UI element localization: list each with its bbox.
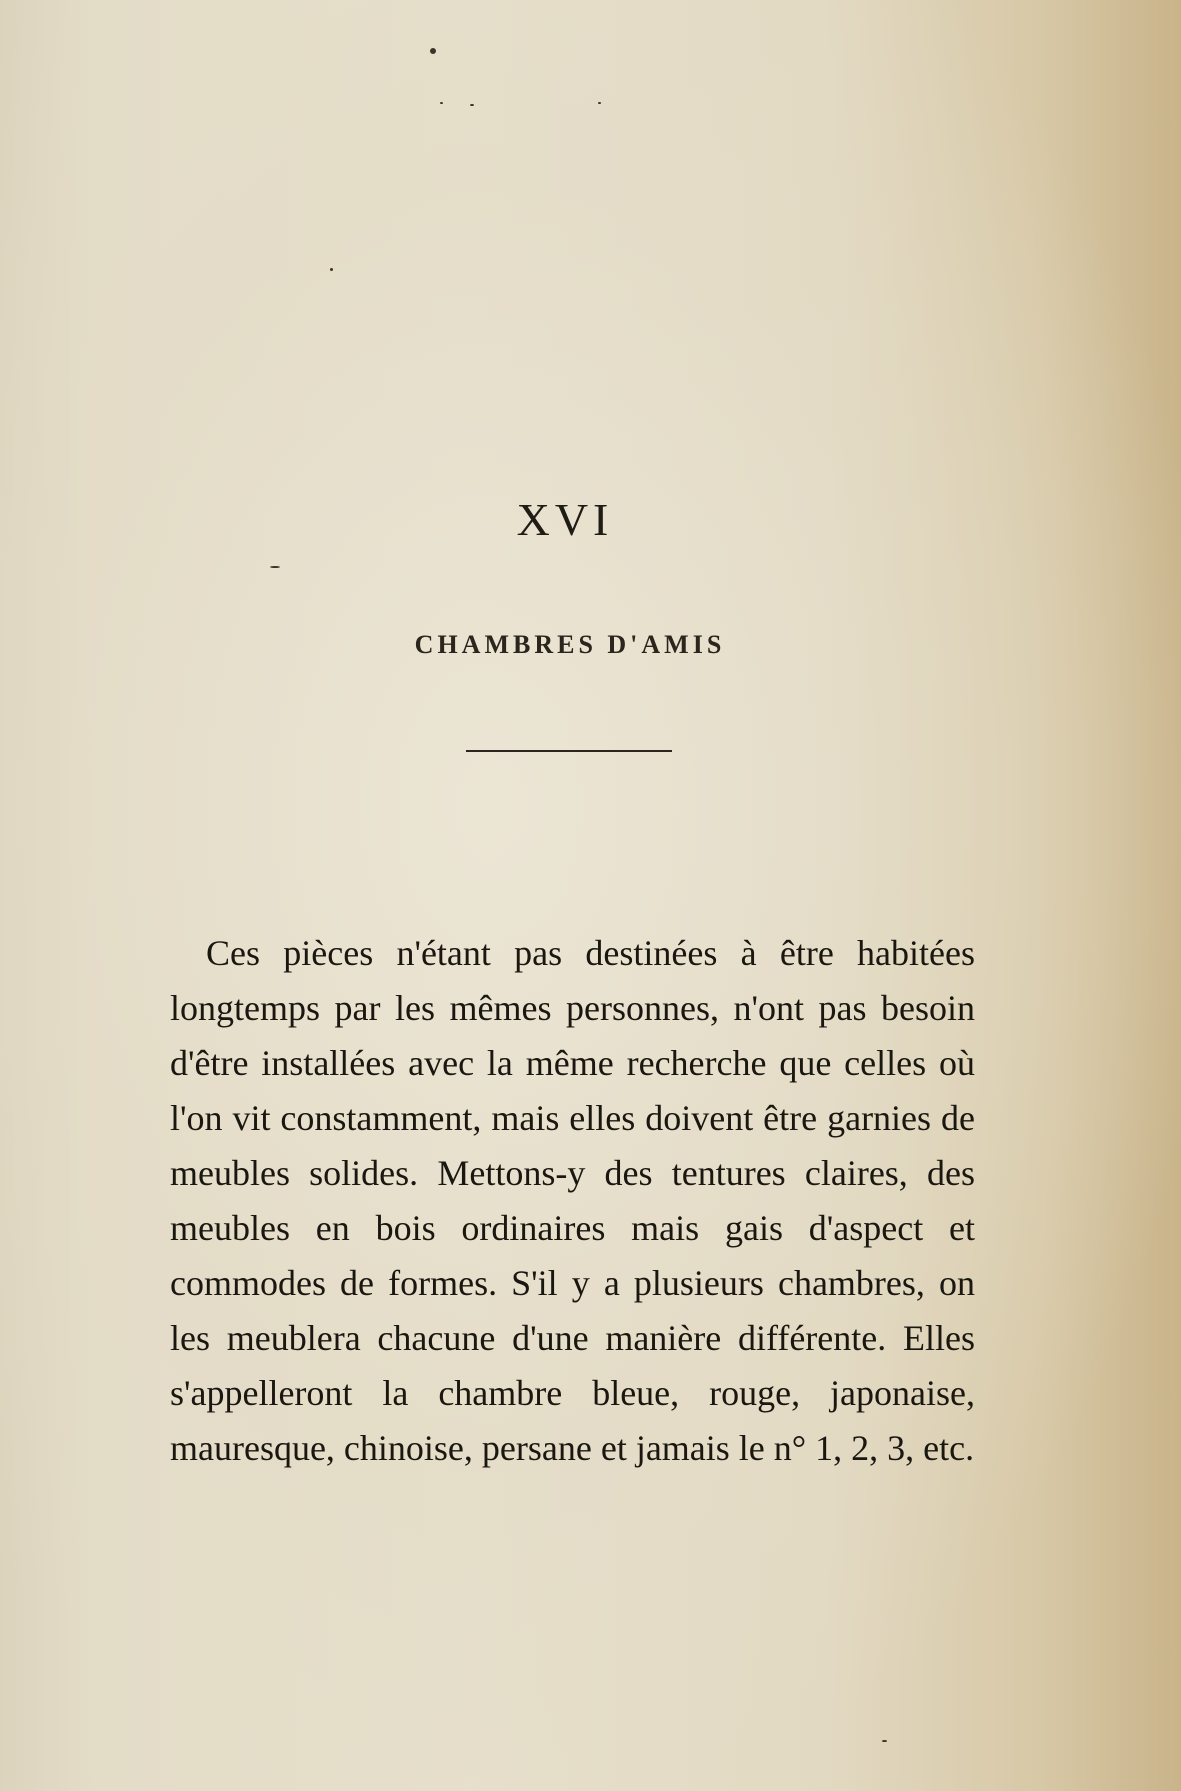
ink-speck xyxy=(330,268,333,271)
ink-speck xyxy=(470,104,474,106)
ink-speck xyxy=(270,566,280,568)
title-divider xyxy=(466,750,672,752)
chapter-title: CHAMBRES D'AMIS xyxy=(414,629,726,659)
body-paragraph: Ces pièces n'étant pas destinées à être habitées longtemps par les mêmes personnes, n'ont pas besoin d'être installées avec la même recherche que celles où l'on vit constamment, mais elles doivent être garnies de meubles solides. Mettons-y des tentures claires, des meubles en bois ordinaires mais gais d'aspect et commodes de formes. S'il y a plusieurs chambres, on les meublera chacune d'une manière différente. Elles s'appelleront la chambre bleue, rouge, japonaise, mauresque, chinoise, persane et jamais le n° 1, 2, 3, etc. xyxy=(170,933,975,1468)
chapter-number: XVI xyxy=(516,493,614,545)
ink-speck xyxy=(598,102,601,104)
ink-speck xyxy=(430,48,436,54)
ink-speck xyxy=(440,102,443,104)
ink-speck xyxy=(882,1740,887,1742)
